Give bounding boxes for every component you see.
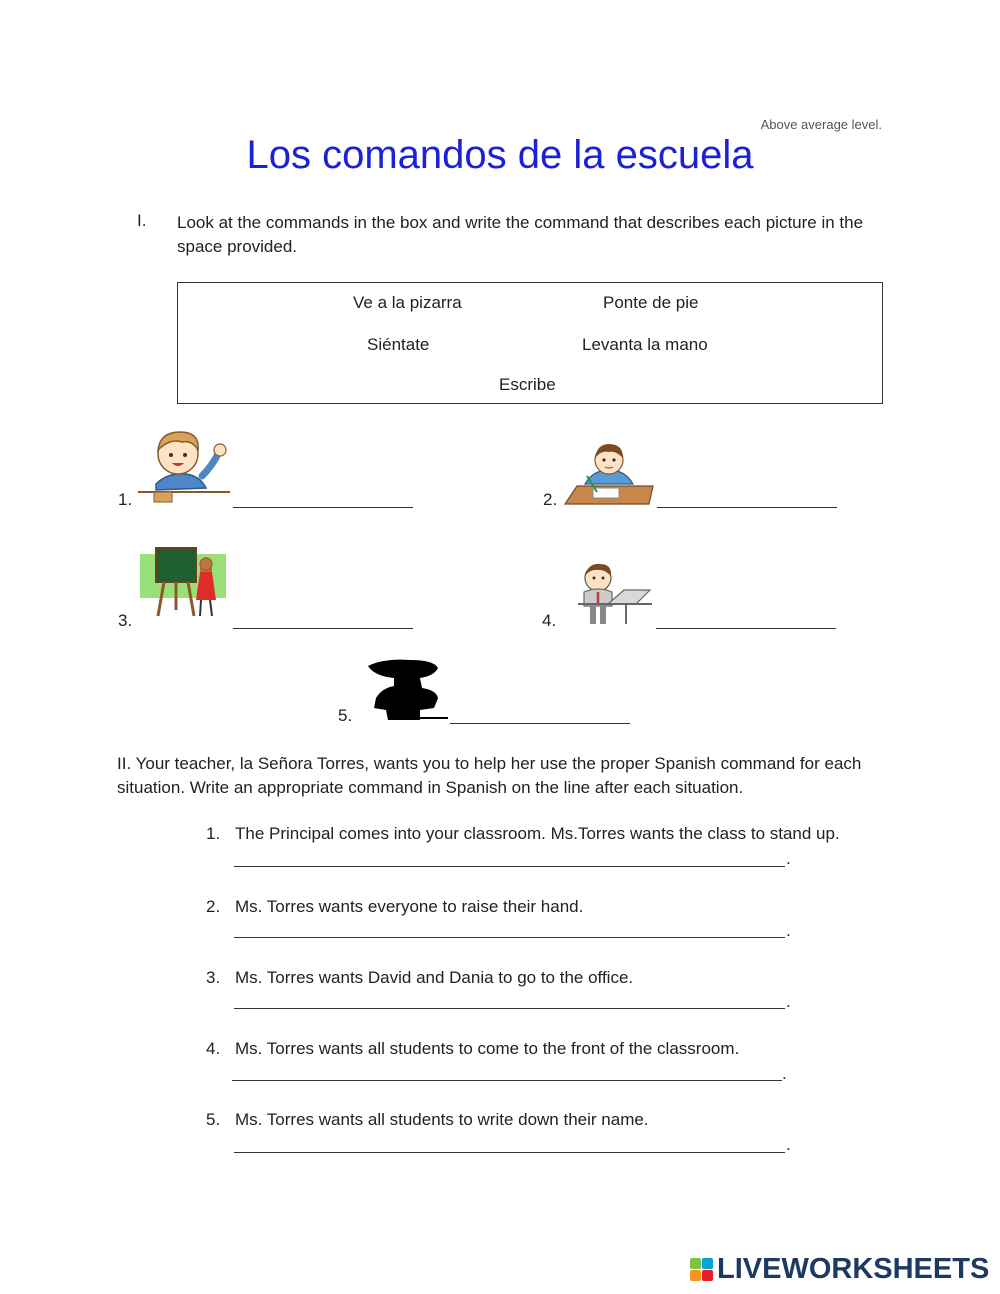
liveworksheets-logo[interactable] — [690, 1252, 989, 1286]
section1-number: I. — [137, 211, 147, 230]
level-note: Above average level. — [760, 117, 882, 132]
boy-writing-at-desk-icon — [563, 440, 655, 506]
question-number-1: 1. — [206, 824, 221, 843]
answer-line-4[interactable] — [656, 628, 836, 629]
question-number-3: 3. — [206, 968, 221, 987]
answer-line-q4[interactable] — [232, 1080, 782, 1081]
brand-name: LIVEWORKSHEETS — [717, 1252, 990, 1285]
boy-raising-hand-icon — [138, 428, 233, 508]
girl-at-chalkboard-icon — [140, 544, 228, 622]
command-ve-a-la-pizarra: Ve a la pizarra — [353, 293, 462, 312]
question-text-1: The Principal comes into your classroom. Ms.Torres wants the class to stand up. — [235, 824, 840, 843]
picture-label-4: 4. — [542, 611, 557, 630]
question-text-4: Ms. Torres wants all students to come to the front of the classroom. — [235, 1039, 740, 1058]
command-escribe: Escribe — [499, 375, 556, 394]
picture-label-5: 5. — [338, 706, 353, 725]
line-end-5: . — [786, 1135, 791, 1154]
line-end-2: . — [786, 921, 791, 940]
question-number-4: 4. — [206, 1039, 221, 1058]
picture-label-2: 2. — [543, 490, 558, 509]
picture-label-1: 1. — [118, 490, 133, 509]
answer-line-5[interactable] — [450, 723, 630, 724]
question-number-5: 5. — [206, 1110, 221, 1129]
boy-standing-at-desk-icon — [574, 560, 654, 628]
line-end-4: . — [782, 1064, 787, 1083]
answer-line-q1[interactable] — [234, 866, 785, 867]
answer-line-q3[interactable] — [234, 1008, 785, 1009]
answer-line-q2[interactable] — [234, 937, 785, 938]
answer-line-q5[interactable] — [234, 1152, 785, 1153]
question-number-2: 2. — [206, 897, 221, 916]
section1-instruction: Look at the commands in the box and write the command that describes each picture in the space provided. — [177, 213, 864, 256]
command-sientate: Siéntate — [367, 335, 430, 354]
line-end-3: . — [786, 992, 791, 1011]
answer-line-1[interactable] — [233, 507, 413, 508]
answer-line-2[interactable] — [657, 507, 837, 508]
picture-label-3: 3. — [118, 611, 133, 630]
command-levanta-la-mano: Levanta la mano — [582, 335, 708, 354]
command-ponte-de-pie: Ponte de pie — [603, 293, 699, 312]
sitting-silhouette-icon — [364, 658, 450, 722]
question-text-5: Ms. Torres wants all students to write down their name. — [235, 1110, 649, 1129]
question-text-2: Ms. Torres wants everyone to raise their hand. — [235, 897, 584, 916]
answer-line-3[interactable] — [233, 628, 413, 629]
question-text-3: Ms. Torres wants David and Dania to go to the office. — [235, 968, 634, 987]
line-end-1: . — [786, 849, 791, 868]
liveworksheets-mark-icon — [690, 1258, 713, 1281]
page-title: Los comandos de la escuela — [246, 133, 754, 177]
section2-instruction: II. Your teacher, la Señora Torres, wants you to help her use the proper Spanish command for each situation. Write an appropriate command in Spanish on the line after each situation. — [117, 754, 862, 797]
